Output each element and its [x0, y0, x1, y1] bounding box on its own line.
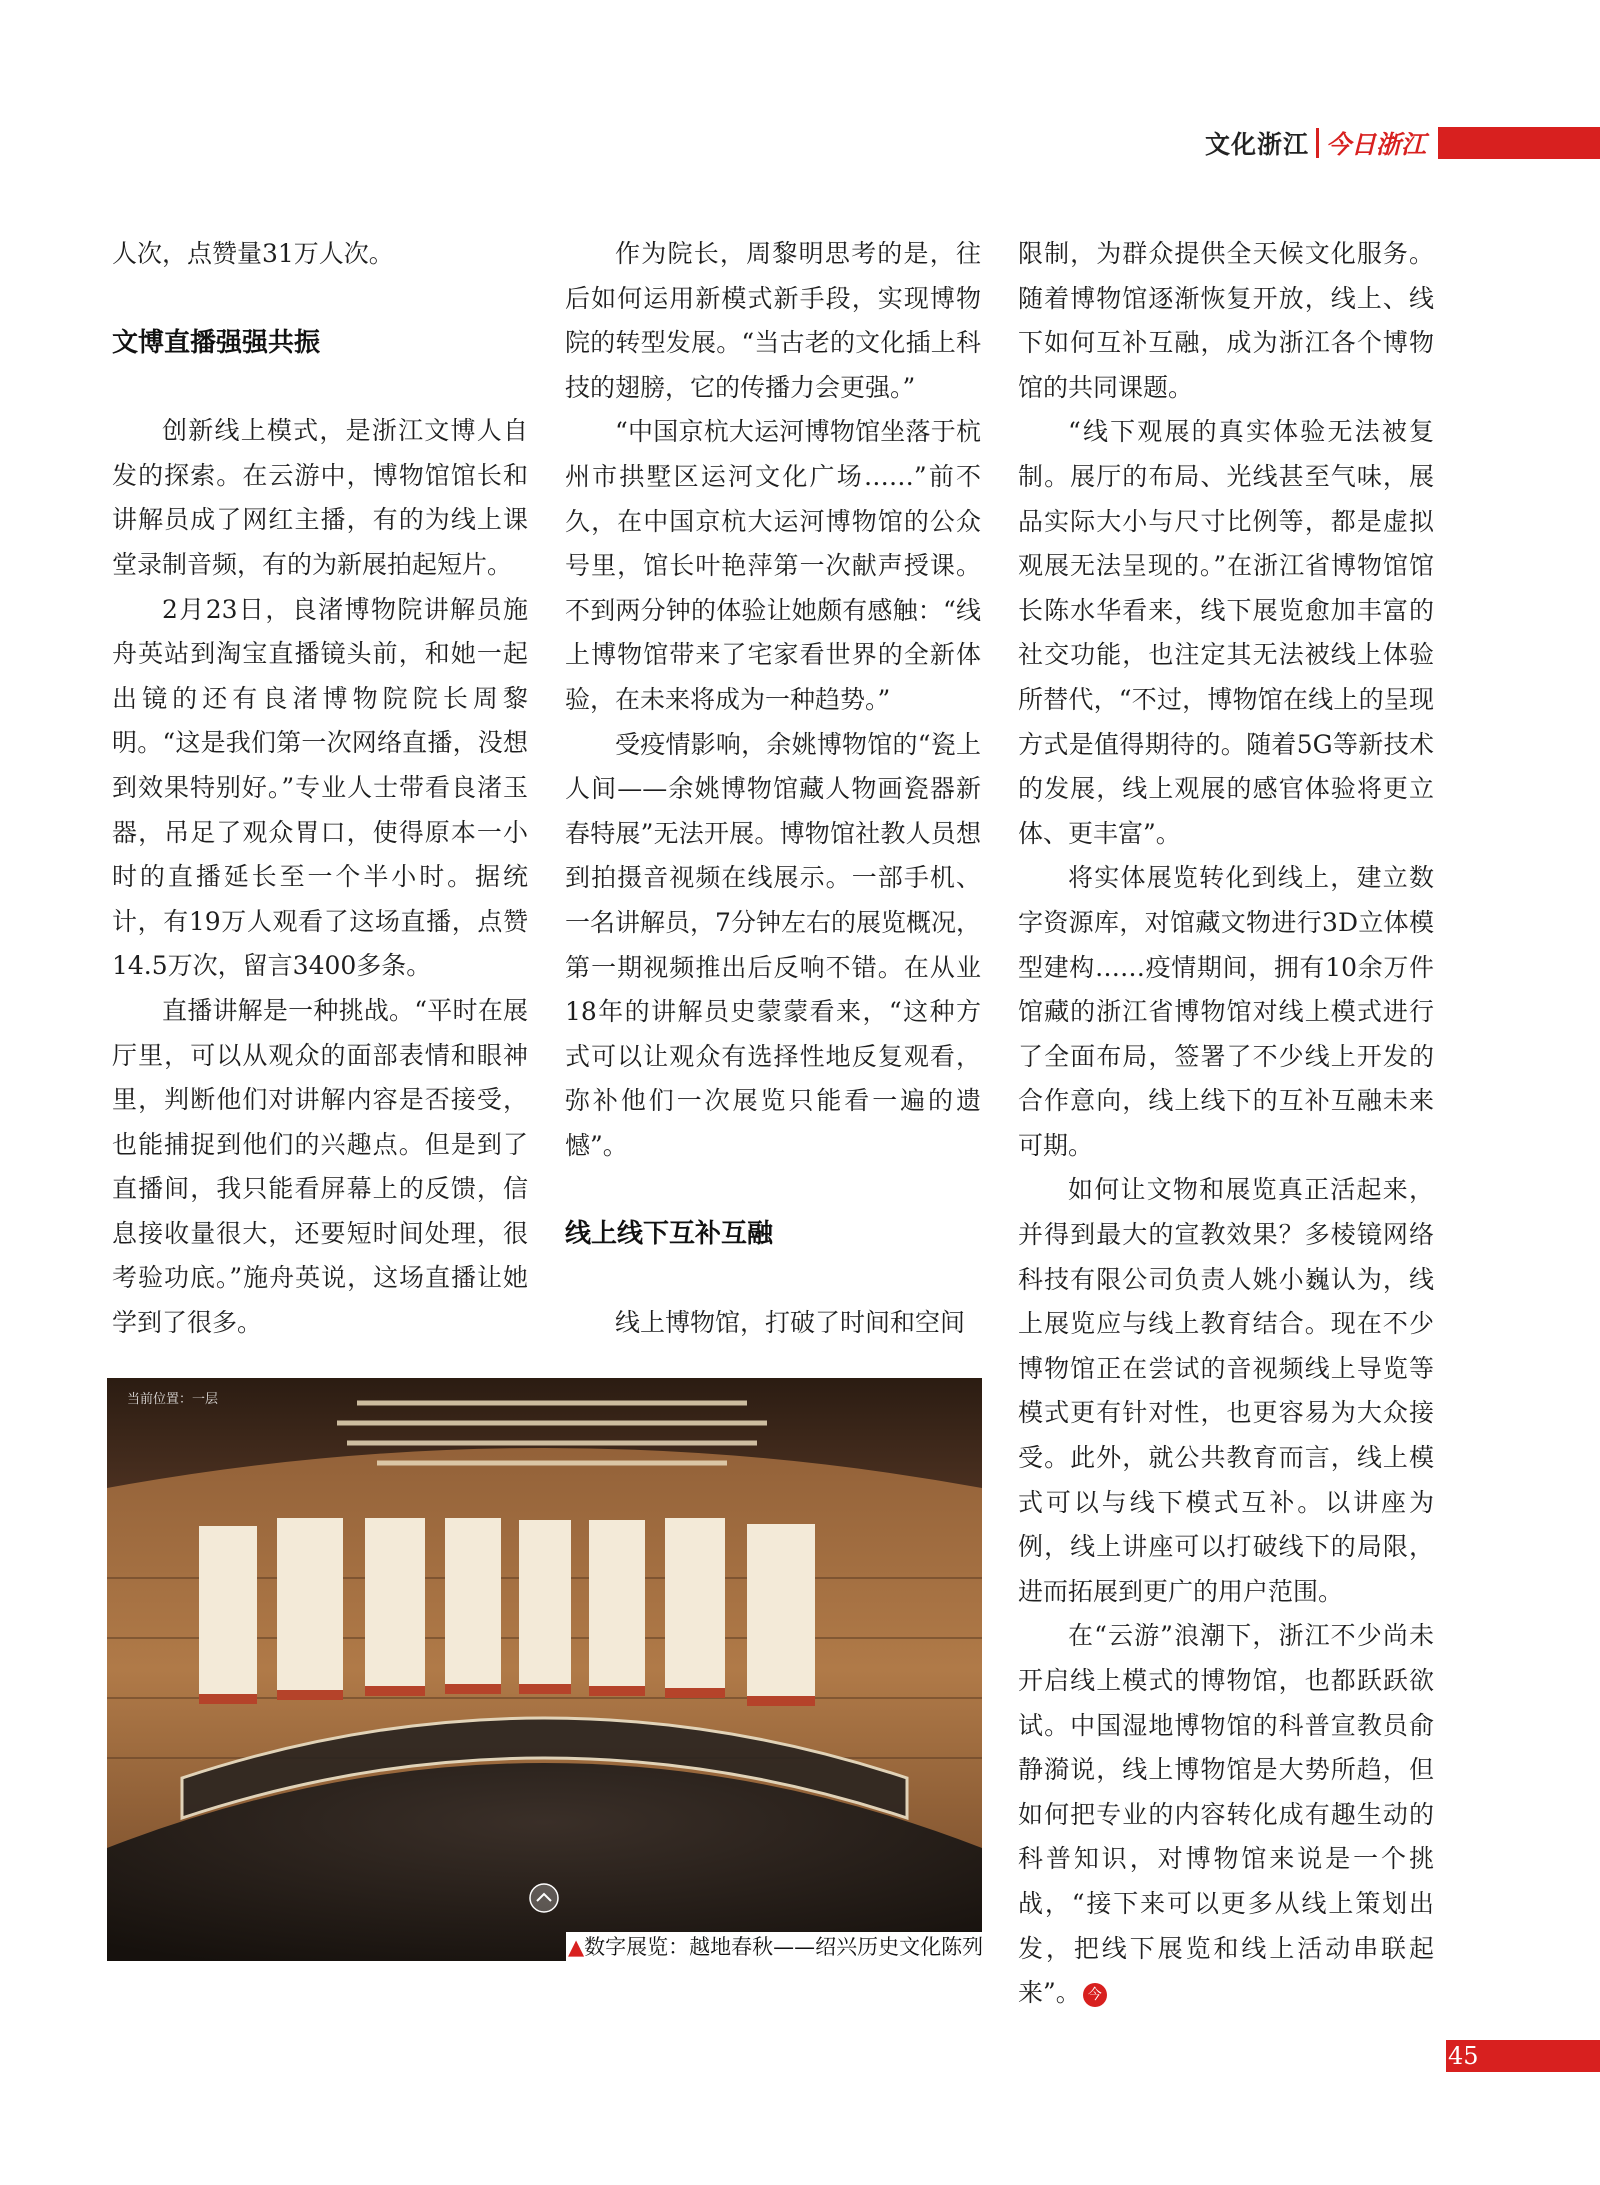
- exhibition-hall-image: [107, 1378, 982, 1961]
- paragraph: 如何让文物和展览真正活起来，并得到最大的宣教效果？多棱镜网络科技有限公司负责人姚小巍认为，线上展览应与线上教育结合。现在不少博物馆正在尝试的音视频线上导览等模式更有针对性，也更容易为大众接受。此外，就公共教育而言，线上模式可以与线下模式互补。以讲座为例，线上讲座可以打破线下的局限，进而拓展到更广的用户范围。: [1018, 1175, 1434, 1606]
- caption-triangle-icon: ▲: [568, 1935, 585, 1959]
- photo-caption: [566, 1932, 989, 1962]
- section-title: 文化浙江: [1204, 130, 1309, 159]
- header-divider: [1316, 128, 1319, 158]
- section-heading: 线上线下互补互融: [565, 1219, 774, 1250]
- column-2: [565, 232, 981, 1346]
- paragraph: 限制，为群众提供全天候文化服务。随着博物馆逐渐恢复开放，线上、线下如何互补互融，成为浙江各个博物馆的共同课题。: [1018, 239, 1434, 402]
- paragraph-text: 在“云游”浪潮下，浙江不少尚未开启线上模式的博物馆，也都跃跃欲试。中国湿地博物馆的科普宣教员俞静漪说，线上博物馆是大势所趋，但如何把专业的内容转化成有趣生动的科普知识，对博物馆来说是一个挑战，“接下来可以更多从线上策划出发，把线下展览和线上活动串联起来”。: [1018, 1621, 1434, 2008]
- paragraph: 创新线上模式，是浙江文博人自发的探索。在云游中，博物馆馆长和讲解员成了网红主播，有的为线上课堂录制音频，有的为新展拍起短片。: [112, 416, 528, 579]
- paragraph: 线上博物馆，打破了时间和空间: [615, 1308, 966, 1338]
- paragraph: “中国京杭大运河博物馆坐落于杭州市拱墅区运河文化广场……”前不久，在中国京杭大运河博物馆的公众号里，馆长叶艳萍第一次献声授课。不到两分钟的体验让她颇有感触：“线上博物馆带来了宅家看世界的全新体验，在未来将成为一种趋势。”: [565, 417, 981, 714]
- paragraph: 直播讲解是一种挑战。“平时在展厅里，可以从观众的面部表情和眼神里，判断他们对讲解内容是否接受，也能捕捉到他们的兴趣点。但是到了直播间，我只能看屏幕上的反馈，信息接收量很大，还要短时间处理，很考验功底。”施舟英说，这场直播让她学到了很多。: [112, 995, 528, 1338]
- column-3: [1018, 232, 1434, 2016]
- column-1: [112, 232, 528, 1346]
- paragraph: 将实体展览转化到线上，建立数字资源库，对馆藏文物进行3D立体模型建构……疫情期间，拥有10余万件馆藏的浙江省博物馆对线上模式进行了全面布局，签署了不少线上开发的合作意向，线上线下的互补互融未来可期。: [1018, 863, 1434, 1160]
- navigate-up-icon: [530, 1884, 558, 1912]
- paragraph: “线下观展的真实体验无法被复制。展厅的布局、光线甚至气味，展品实际大小与尺寸比例等，都是虚拟观展无法呈现的。”在浙江省博物馆馆长陈水华看来，线下展览愈加丰富的社交功能，也注定其无法被线上体验所替代，“不过，博物馆在线上的呈现方式是值得期待的。随着5G等新技术的发展，线上观展的感官体验将更立体、更丰富”。: [1018, 417, 1434, 848]
- section-heading: 文博直播强强共振: [112, 327, 321, 358]
- page-header: [1205, 125, 1600, 161]
- end-mark-icon: 今: [1083, 1983, 1107, 2007]
- paragraph: 作为院长，周黎明思考的是，往后如何运用新模式新手段，实现博物院的转型发展。“当古老的文化插上科技的翅膀，它的传播力会更强。”: [565, 239, 981, 402]
- page-number: 45: [1448, 2042, 1479, 2070]
- paragraph: 人次，点赞量31万人次。: [112, 239, 394, 268]
- paragraph-last: [1018, 1614, 1434, 2015]
- header-red-bar: [1438, 127, 1600, 159]
- paragraph: 受疫情影响，余姚博物馆的“瓷上人间——余姚博物馆藏人物画瓷器新春特展”无法开展。博物馆社教人员想到拍摄音视频在线展示。一部手机、一名讲解员，7分钟左右的展览概况，第一期视频推出后反响不错。在从业18年的讲解员史蒙蒙看来，“这种方式可以让观众有选择性地反复观看，弥补他们一次展览只能看一遍的遗憾”。: [565, 729, 981, 1160]
- magazine-logo: 今日浙江: [1325, 130, 1426, 159]
- caption-text: 数字展览：越地春秋——绍兴历史文化陈列: [584, 1935, 984, 1959]
- exhibition-photo: [107, 1378, 982, 1961]
- paragraph: 2月23日，良渚博物院讲解员施舟英站到淘宝直播镜头前，和她一起出镜的还有良渚博物院院长周黎明。“这是我们第一次网络直播，没想到效果特别好。”专业人士带看良渚玉器，吊足了观众胃口，使得原本一小时的直播延长至一个半小时。据统计，有19万人观看了这场直播，点赞14.5万次，留言3400多条。: [112, 594, 528, 981]
- location-label: 当前位置：一层: [127, 1392, 219, 1407]
